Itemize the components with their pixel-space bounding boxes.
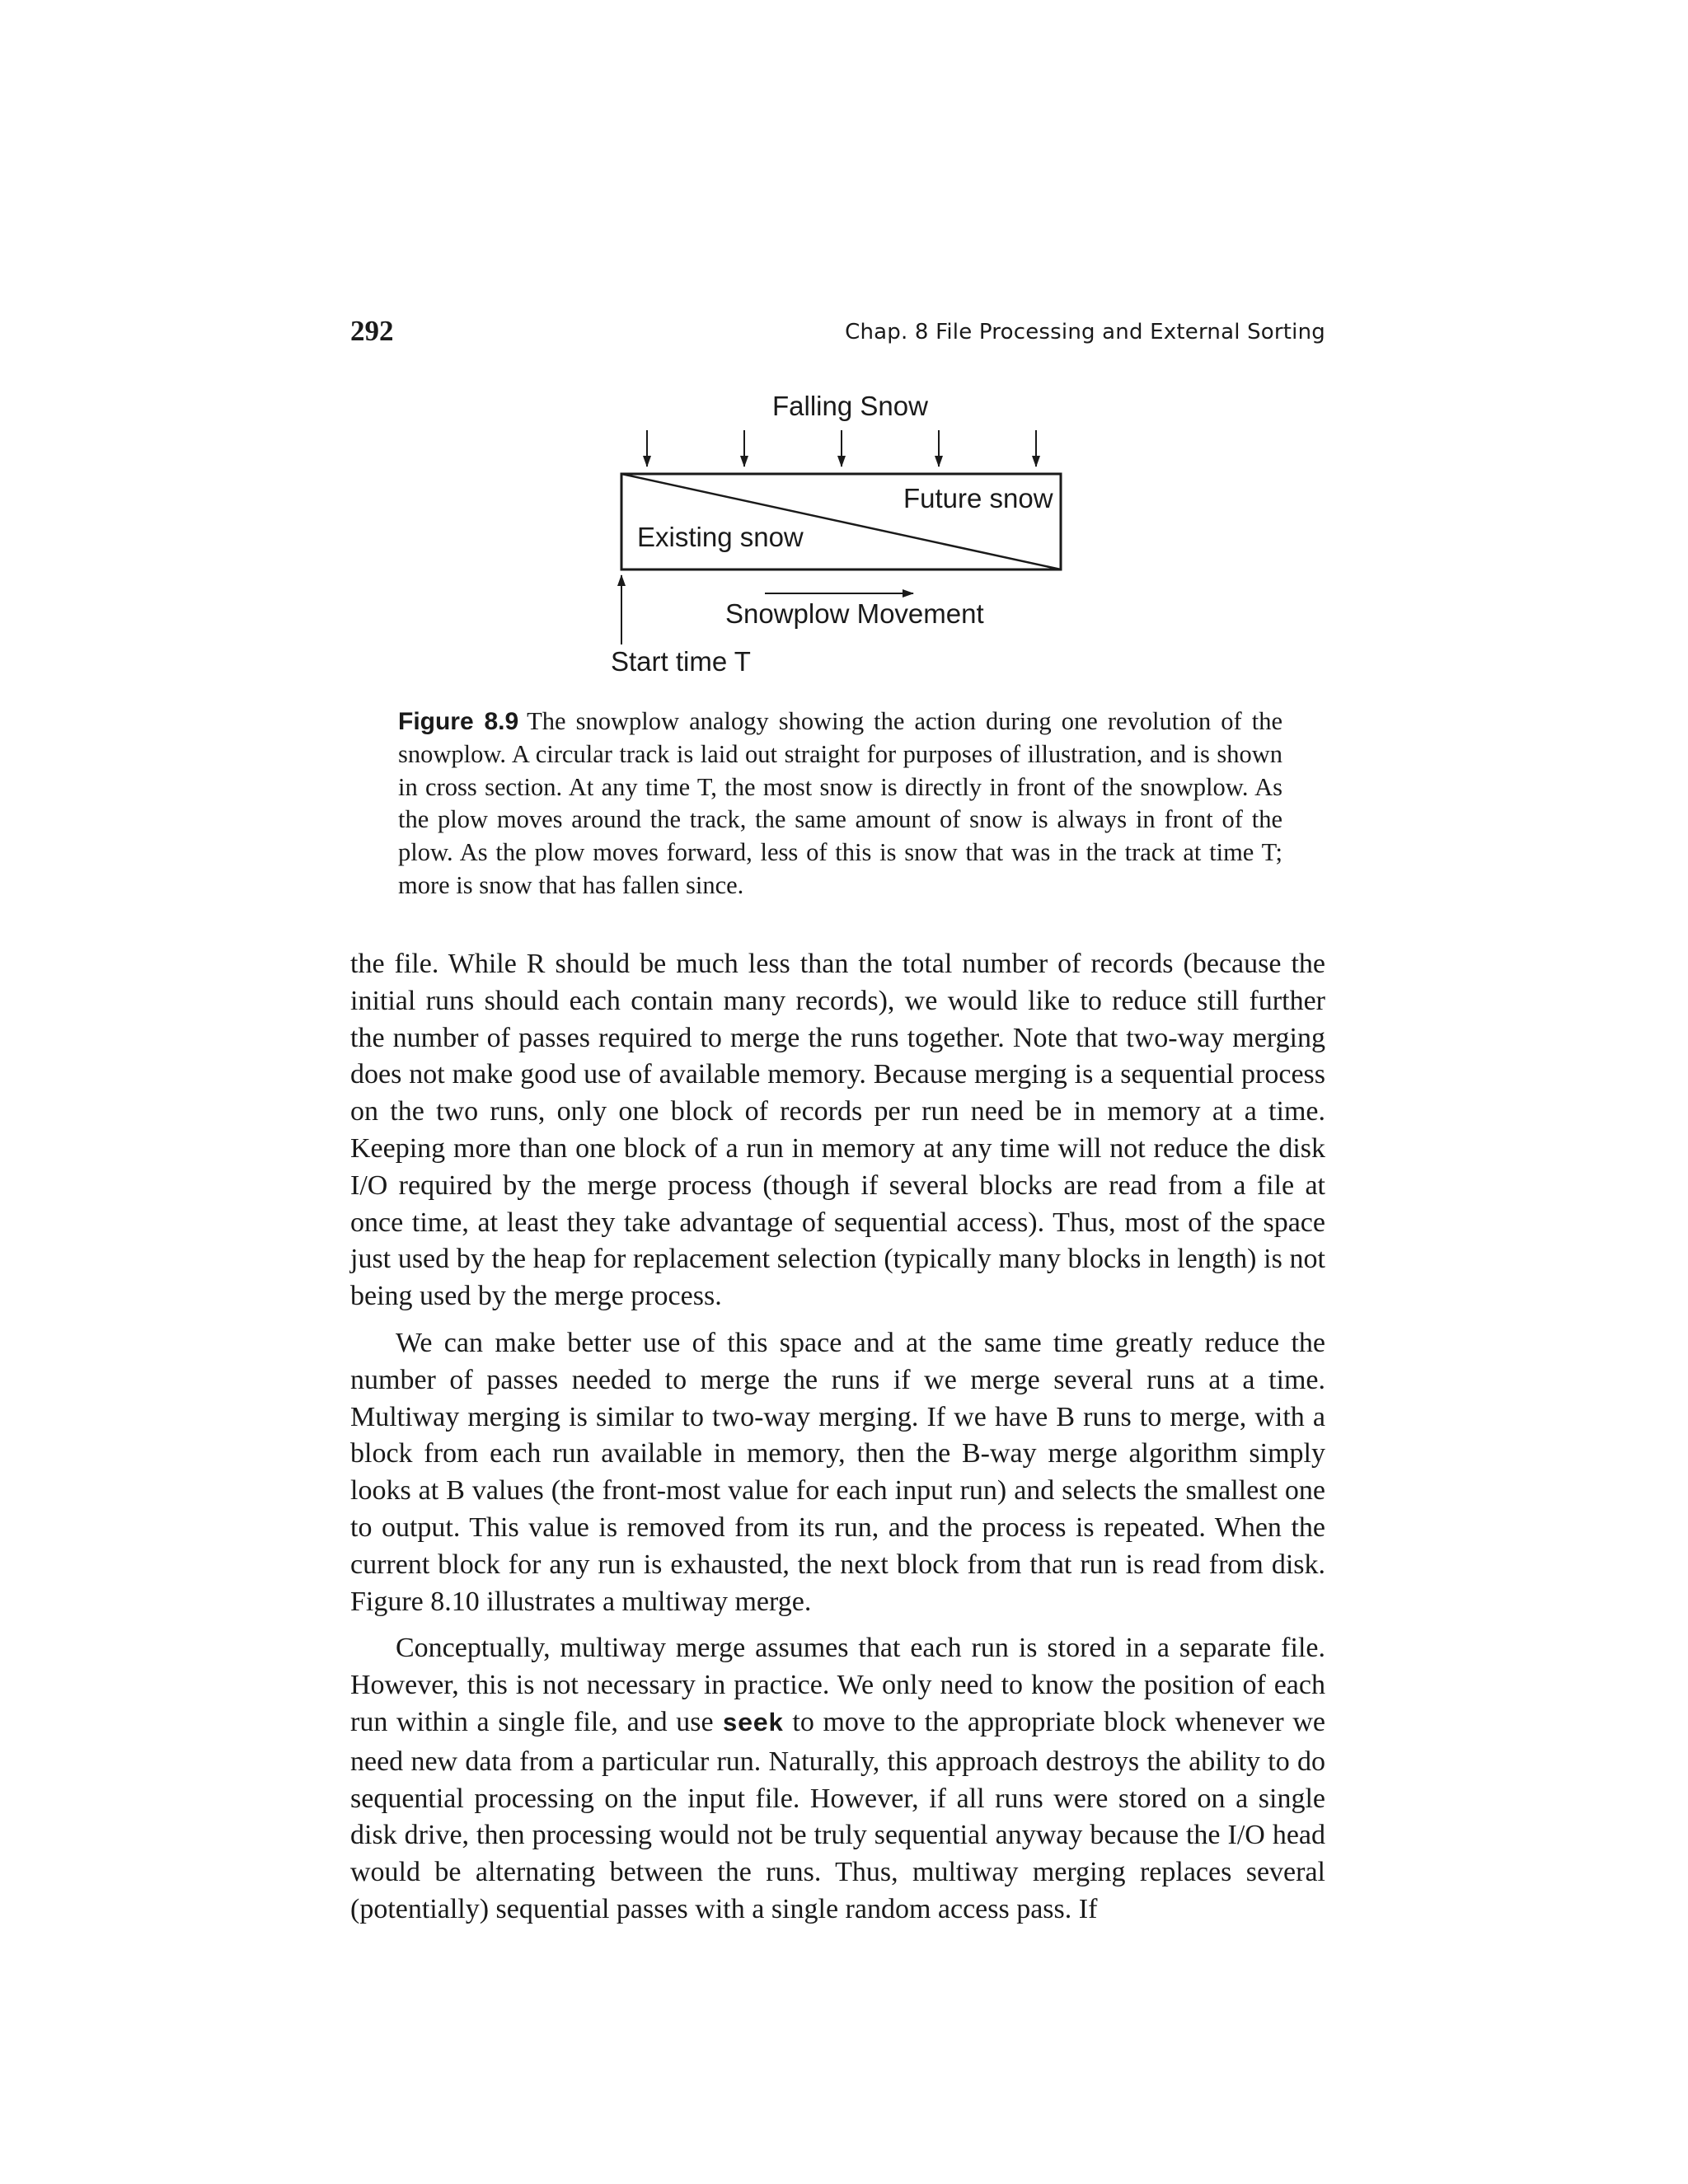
figure-number: Figure 8.9 — [398, 708, 519, 735]
snowplow-movement-label: Snowplow Movement — [725, 598, 984, 629]
snowplow-figure — [0, 0, 1688, 709]
running-title: Chap. 8 File Processing and External Sorting — [845, 320, 1325, 344]
falling-snow-label: Falling Snow — [772, 391, 928, 421]
figure-caption — [398, 705, 1282, 902]
future-snow-label: Future snow — [903, 483, 1053, 513]
caption-text: The snowplow analogy showing the action during one revolution of the snowplow. A circular track is laid out straight for purposes of illustration, and is shown in cross section. At any time T, the most snow is directly in front of the snowplow. As the plow moves around the track, the same amount of snow is always in front of the plow. As the plow moves forward, less of this is snow that was in the track at time T; more is snow that has fallen since. — [398, 707, 1282, 899]
start-time-label: Start time T — [611, 646, 751, 677]
paragraph-3-end: to move to the appropriate block whenever we need new data from a particular run. Naturally, this approach destroys the ability to do sequential processing on the input file. However, if all runs were stored on a single disk drive, then processing would not be truly sequential anyway because the I/O head would be alternating between the runs. Thus, multiway merging replaces several (potentially) sequential passes with a single random access pass. If — [350, 1706, 1326, 1924]
page-number: 292 — [350, 315, 394, 347]
paragraph-1: the file. While R should be much less than the total number of records (because the initial runs should each contain many records), we would like to reduce still further the number of passes required to merge the runs together. Note that two-way merging does not make good use of available memory. Because merging is a sequential process on the two runs, only one block of records per run need be in memory at a time. Keeping more than one block of a run in memory at any time will not reduce the disk I/O required by the merge process (though if several blocks are read from a file at once time, at least they take advantage of sequential access). Thus, most of the space just used by the heap for replacement selection (typically many blocks in length) is not being used by the merge process. — [350, 949, 1325, 1312]
code-seek: seek — [722, 1709, 784, 1739]
paragraph-3-start: Conceptually, multiway merge assumes that each run is stored in a separate file. However, this is not necessary in practice. We only need to know the position of each run within a single file, and use — [350, 1633, 1325, 1737]
paragraph-3 — [350, 1630, 1325, 1928]
existing-snow-label: Existing snow — [637, 522, 804, 552]
body-text — [350, 946, 1325, 1929]
paragraph-2: We can make better use of this space and at the same time greatly reduce the number of passes needed to merge the runs if we merge several runs at a time. Multiway merging is similar to two-way merging. If we have B runs to merge, with a block from each run available in memory, then the B-way merge algorithm simply looks at B values (the front-most value for each input run) and selects the smallest one to output. This value is removed from its run, and the process is repeated. When the current block for any run is exhausted, the next block from that run is read from disk. Figure 8.10 illustrates a multiway merge. — [350, 1327, 1325, 1617]
